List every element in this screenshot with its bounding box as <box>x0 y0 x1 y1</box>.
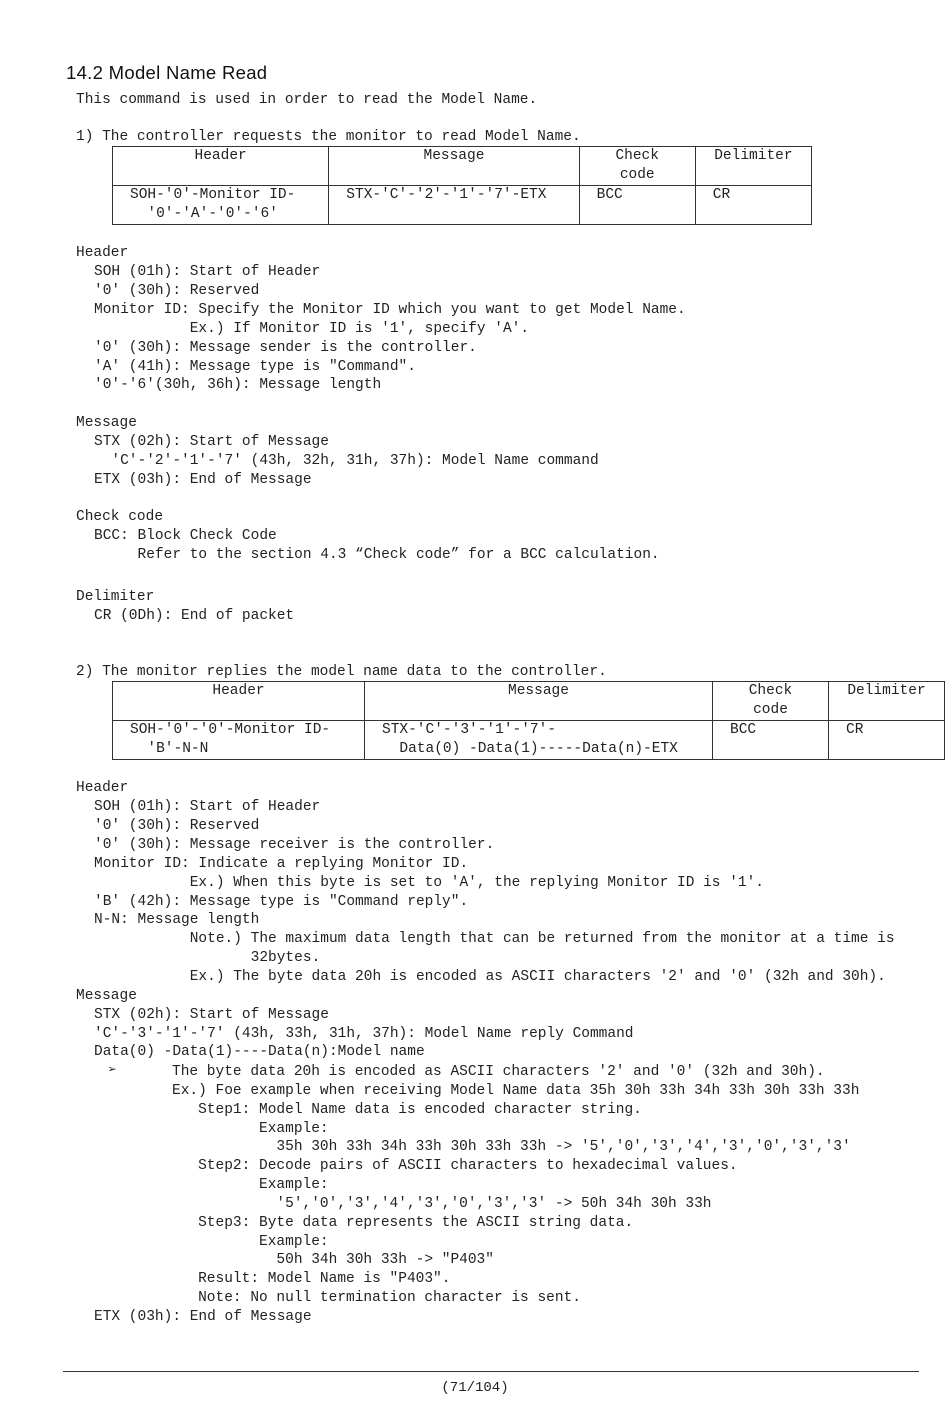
data-note-line: Step3: Byte data represents the ASCII string data. <box>172 1215 634 1231</box>
message-line: STX (02h): Start of Message <box>94 1007 329 1023</box>
delimiter-line: CR (0Dh): End of packet <box>94 608 295 624</box>
message-end-line: ETX (03h): End of Message <box>94 1309 312 1325</box>
table-cell-check: BCC <box>713 721 829 760</box>
data-note-line: Step1: Model Name data is encoded character string. <box>172 1102 642 1118</box>
check-code-line: BCC: Block Check Code <box>94 528 277 544</box>
header-line: 'A' (41h): Message type is "Command". <box>94 359 416 375</box>
table-cell-check: BCC <box>579 186 695 225</box>
table-header-cell: Header <box>113 147 329 186</box>
header-line: '0'-'6'(30h, 36h): Message length <box>94 377 382 393</box>
data-note-line: The byte data 20h is encoded as ASCII characters '2' and '0' (32h and 30h). <box>172 1064 825 1080</box>
step2-heading: 2) The monitor replies the model name data to the controller. <box>76 664 607 680</box>
table-header-cell: Check code <box>579 147 695 186</box>
data-note-line: Result: Model Name is "P403". <box>172 1271 451 1287</box>
message-label: Message <box>76 415 137 431</box>
header-line: '0' (30h): Message sender is the controller. <box>94 340 477 356</box>
message-line: STX (02h): Start of Message <box>94 434 329 450</box>
data-note-line: 35h 30h 33h 34h 33h 30h 33h 33h -> '5','0','3','4','3','0','3','3' <box>172 1139 851 1155</box>
header-label: Header <box>76 245 129 261</box>
step1-heading: 1) The controller requests the monitor to read Model Name. <box>76 129 581 145</box>
data-note-line: Example: <box>172 1177 329 1193</box>
table-cell-delimiter: CR <box>695 186 811 225</box>
table-header-cell: Check code <box>713 682 829 721</box>
data-note-line: '5','0','3','4','3','0','3','3' -> 50h 34h 30h 33h <box>172 1196 712 1212</box>
table-header-cell: Header <box>113 682 365 721</box>
header-label: Header <box>76 780 129 796</box>
data-note-line: Example: <box>172 1234 329 1250</box>
table-header-cell: Delimiter <box>829 682 945 721</box>
header-line: 'B' (42h): Message type is "Command reply". <box>94 894 469 910</box>
header-line: '0' (30h): Reserved <box>94 283 260 299</box>
header-line: Monitor ID: Specify the Monitor ID which you want to get Model Name. <box>94 302 686 318</box>
table-cell-header: SOH-'0'-Monitor ID- '0'-'A'-'0'-'6' <box>113 186 329 225</box>
table-cell-message: STX-'C'-'3'-'1'-'7'- Data(0) -Data(1)-----Data(n)-ETX <box>365 721 713 760</box>
message-line: ETX (03h): End of Message <box>94 472 312 488</box>
header-line: Ex.) The byte data 20h is encoded as ASCII characters '2' and '0' (32h and 30h). <box>94 969 886 985</box>
table-cell-message: STX-'C'-'2'-'1'-'7'-ETX <box>329 186 579 225</box>
table-header-cell: Message <box>329 147 579 186</box>
table-header-cell: Delimiter <box>695 147 811 186</box>
message-line: 'C'-'3'-'1'-'7' (43h, 33h, 31h, 37h): Model Name reply Command <box>94 1026 634 1042</box>
check-code-line: Refer to the section 4.3 “Check code” for a BCC calculation. <box>94 547 660 563</box>
table-header-cell: Message <box>365 682 713 721</box>
check-code-label: Check code <box>76 509 164 525</box>
table-cell-header: SOH-'0'-'0'-Monitor ID- 'B'-N-N <box>113 721 365 760</box>
header-line: 32bytes. <box>94 950 321 966</box>
table-cell-delimiter: CR <box>829 721 945 760</box>
message-label: Message <box>76 988 137 1004</box>
header-line: SOH (01h): Start of Header <box>94 264 321 280</box>
header-line: '0' (30h): Reserved <box>94 818 260 834</box>
page-number: (71/104) <box>441 1380 509 1396</box>
header-line: N-N: Message length <box>94 912 260 928</box>
section-title: 14.2 Model Name Read <box>66 62 268 83</box>
data-note-line: Note: No null termination character is sent. <box>172 1290 581 1306</box>
reply-packet-table <box>112 681 945 760</box>
data-note-line: Step2: Decode pairs of ASCII characters to hexadecimal values. <box>172 1158 738 1174</box>
header-line: '0' (30h): Message receiver is the controller. <box>94 837 495 853</box>
footer-divider <box>63 1371 919 1372</box>
delimiter-label: Delimiter <box>76 589 155 605</box>
header-line: SOH (01h): Start of Header <box>94 799 321 815</box>
intro-text: This command is used in order to read the Model Name. <box>76 92 538 108</box>
header-line: Note.) The maximum data length that can be returned from the monitor at a time is <box>94 931 895 947</box>
header-line: Monitor ID: Indicate a replying Monitor ID. <box>94 856 469 872</box>
data-note-line: Example: <box>172 1121 329 1137</box>
message-line: Data(0) -Data(1)----Data(n):Model name <box>94 1044 425 1060</box>
message-line: 'C'-'2'-'1'-'7' (43h, 32h, 31h, 37h): Model Name command <box>94 453 599 469</box>
data-note-line: 50h 34h 30h 33h -> "P403" <box>172 1252 494 1268</box>
data-note-line: Ex.) Foe example when receiving Model Name data 35h 30h 33h 34h 33h 30h 33h 33h <box>172 1083 860 1099</box>
header-line: Ex.) If Monitor ID is '1', specify 'A'. <box>94 321 530 337</box>
bullet-arrow-icon: ➢ <box>108 1063 117 1079</box>
header-line: Ex.) When this byte is set to 'A', the replying Monitor ID is '1'. <box>94 875 765 891</box>
request-packet-table <box>112 146 812 225</box>
